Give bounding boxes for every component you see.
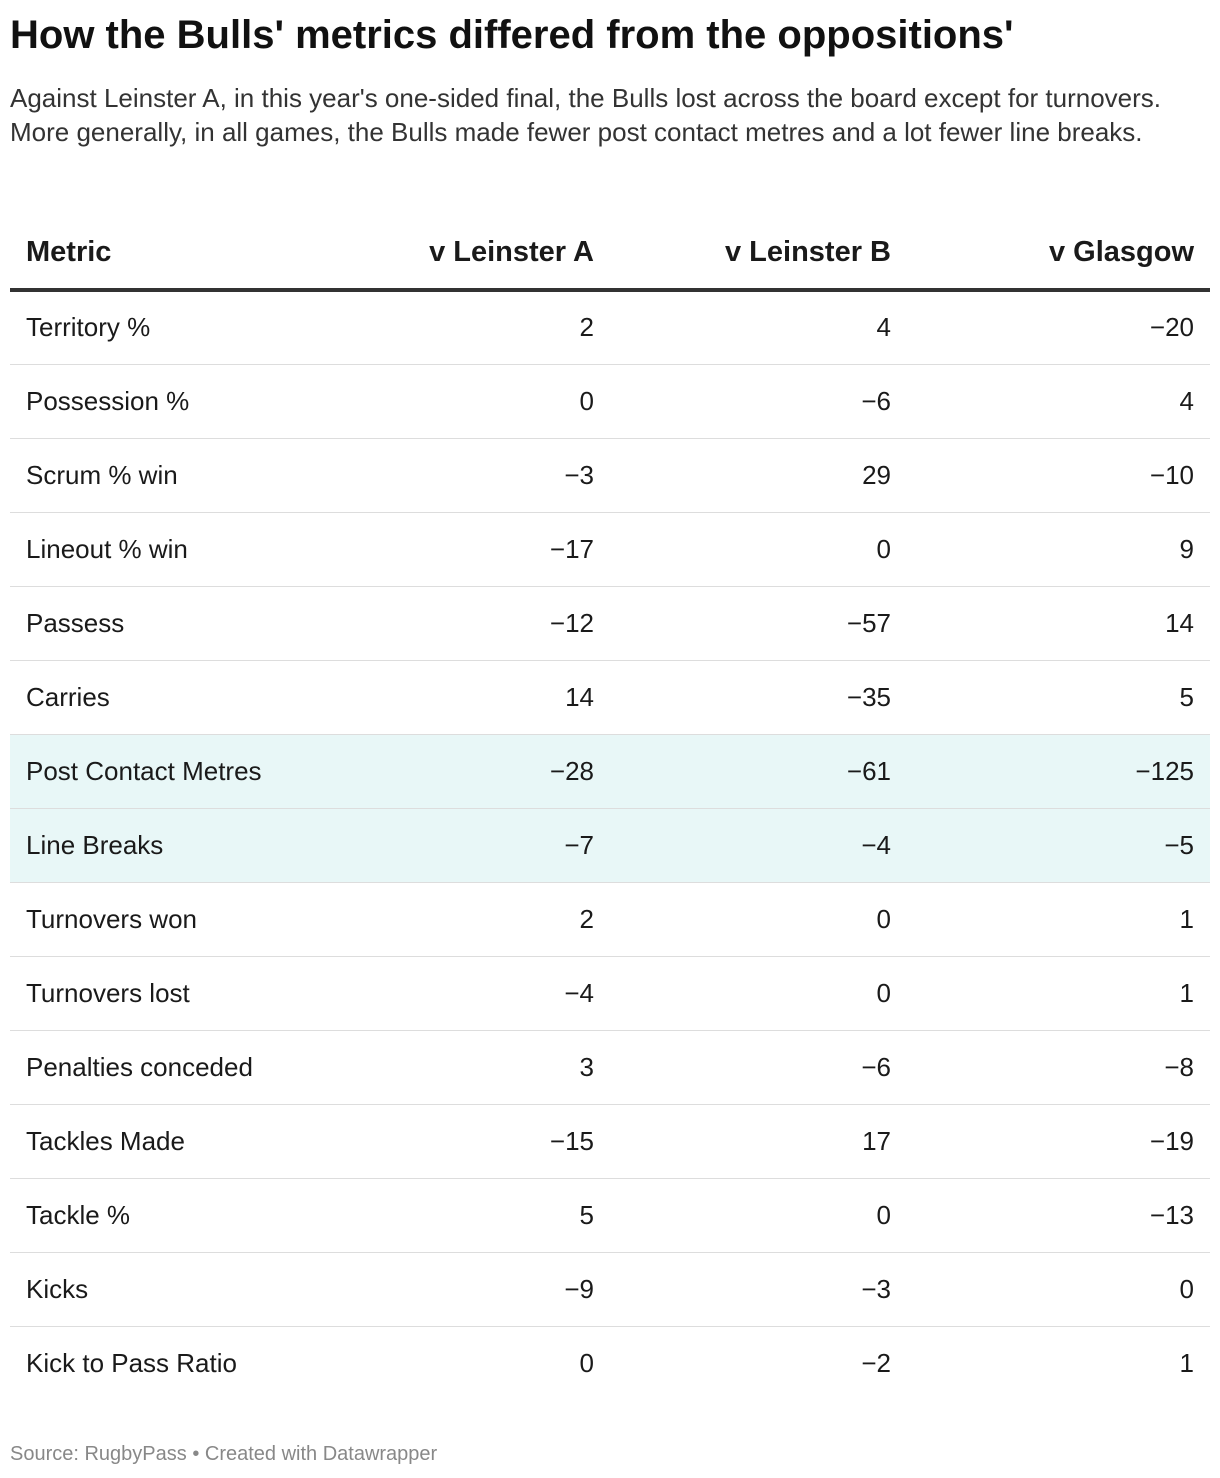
table-row [10,1030,1210,1104]
chart-title: How the Bulls' metrics differed from the oppositions' [10,13,1014,57]
table-header-row [10,216,1210,290]
value-leinster-b: 29 [610,438,907,512]
metrics-table [10,216,1210,1400]
value-leinster-b: −57 [610,586,907,660]
value-glasgow: 9 [907,512,1210,586]
value-leinster-b: 4 [610,290,907,364]
metric-label: Territory % [10,290,310,364]
table-row [10,1326,1210,1400]
metric-label: Post Contact Metres [10,734,310,808]
value-leinster-b: −3 [610,1252,907,1326]
value-leinster-a: 2 [310,882,610,956]
value-glasgow: 1 [907,956,1210,1030]
value-leinster-b: 0 [610,956,907,1030]
value-leinster-b: −2 [861,1347,891,1378]
value-leinster-b: −4 [610,808,907,882]
table-row [10,1252,1210,1326]
value-leinster-a: 3 [310,1030,610,1104]
value-leinster-a: −7 [310,808,610,882]
metric-label: Lineout % win [10,512,310,586]
table-row [10,364,1210,438]
metric-label: Tackles Made [10,1104,310,1178]
value-leinster-a: 0 [579,1347,594,1378]
value-leinster-b: −6 [610,1030,907,1104]
table-row [10,290,1210,364]
value-leinster-a: −28 [310,734,610,808]
metric-label: Turnovers won [10,882,310,956]
metric-label: Possession % [10,364,310,438]
metric-label: Kick to Pass Ratio [26,1347,237,1378]
value-glasgow: 1 [1179,1347,1194,1378]
value-glasgow: 14 [907,586,1210,660]
value-leinster-a: −12 [310,586,610,660]
column-header-glasgow[interactable]: v Glasgow [907,216,1210,290]
table-row [10,660,1210,734]
metric-label: Line Breaks [10,808,310,882]
metric-label: Passess [10,586,310,660]
value-leinster-b: 0 [610,512,907,586]
value-glasgow: −20 [907,290,1210,364]
value-leinster-a: −4 [310,956,610,1030]
column-header-leinster-b[interactable]: v Leinster B [610,216,907,290]
value-glasgow: −125 [907,734,1210,808]
column-header-leinster-a[interactable]: v Leinster A [310,216,610,290]
value-glasgow: 5 [907,660,1210,734]
value-leinster-a: 2 [310,290,610,364]
value-leinster-b: 17 [610,1104,907,1178]
value-leinster-a: −3 [310,438,610,512]
metric-label: Kicks [10,1252,310,1326]
table-row [10,512,1210,586]
value-leinster-b: −35 [610,660,907,734]
table-row [10,438,1210,512]
value-glasgow: −13 [907,1178,1210,1252]
table-row [10,1178,1210,1252]
value-glasgow: −19 [907,1104,1210,1178]
metric-label: Tackle % [10,1178,310,1252]
value-leinster-a: −9 [310,1252,610,1326]
value-glasgow: −5 [907,808,1210,882]
value-glasgow: −8 [907,1030,1210,1104]
value-leinster-a: 14 [310,660,610,734]
metric-label: Turnovers lost [10,956,310,1030]
value-leinster-b: −6 [610,364,907,438]
value-leinster-b: 0 [610,882,907,956]
table-row [10,808,1210,882]
metric-label: Scrum % win [10,438,310,512]
value-leinster-a: −17 [310,512,610,586]
column-header-metric[interactable]: Metric [10,216,310,290]
table-row [10,1104,1210,1178]
value-glasgow: 0 [907,1252,1210,1326]
metric-label: Penalties conceded [10,1030,310,1104]
metric-label: Carries [10,660,310,734]
value-leinster-a: −15 [310,1104,610,1178]
value-leinster-a: 0 [310,364,610,438]
source-footer: Source: RugbyPass • Created with Datawrapper [10,1443,438,1465]
chart-subtitle: Against Leinster A, in this year's one-sided final, the Bulls lost across the board except for turnovers. More generally, in all games, the Bulls made fewer post contact metres and a lot fewer line breaks. [10,83,1162,147]
value-glasgow: −10 [907,438,1210,512]
value-glasgow: 4 [907,364,1210,438]
value-leinster-b: 0 [610,1178,907,1252]
value-leinster-b: −61 [610,734,907,808]
table-body [10,290,1210,1400]
value-glasgow: 1 [907,882,1210,956]
table-row [10,734,1210,808]
value-leinster-a: 5 [310,1178,610,1252]
table-row [10,956,1210,1030]
table-row [10,586,1210,660]
table-row [10,882,1210,956]
